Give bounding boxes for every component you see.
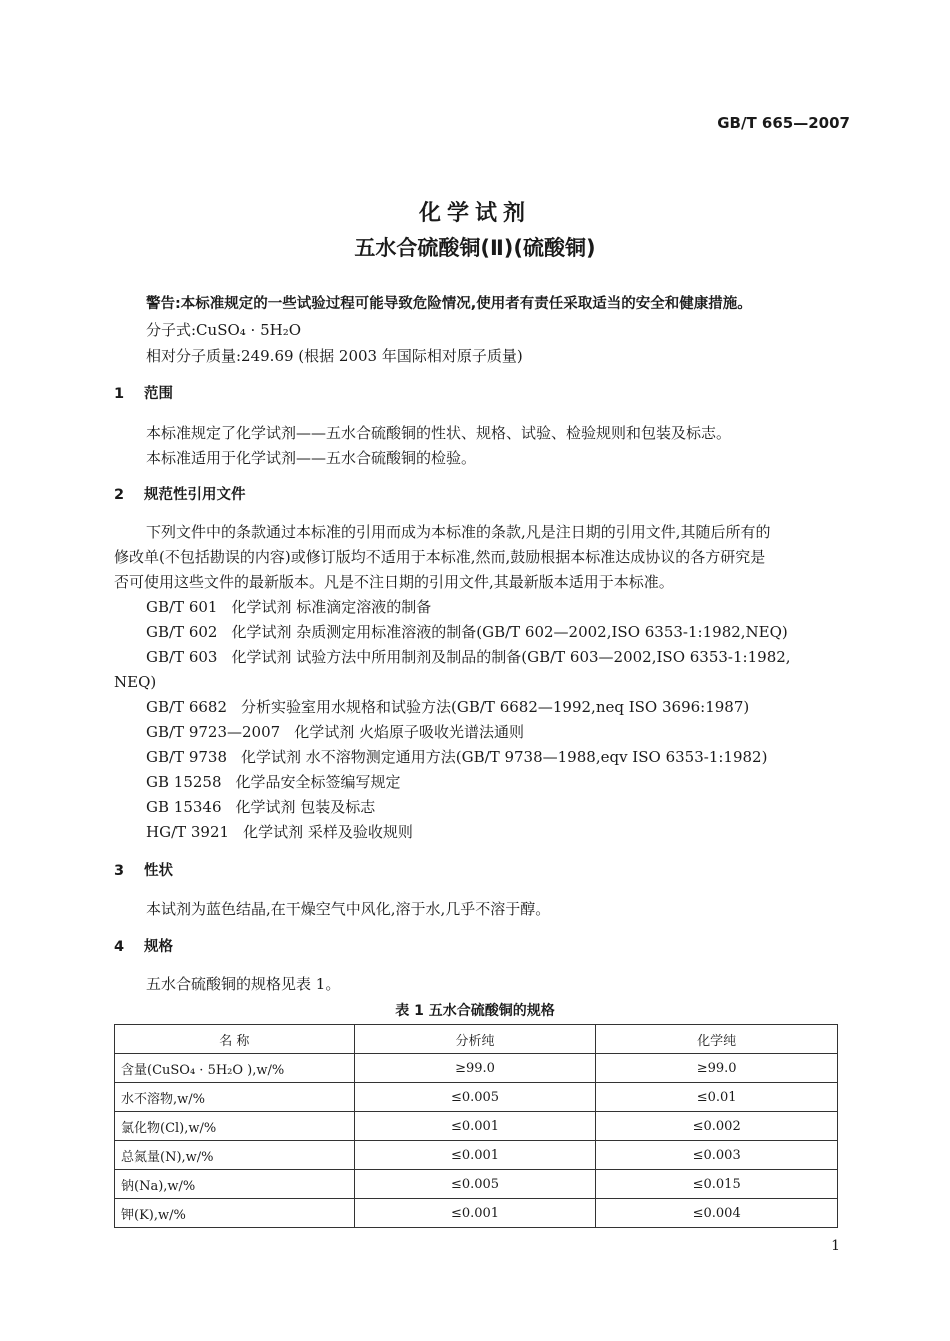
table-row [115, 1170, 838, 1199]
reference-item [146, 597, 431, 617]
reference-item [146, 747, 767, 767]
reference-code: GB 15346 [146, 798, 222, 816]
reference-code: GB/T 603 [146, 648, 218, 666]
cp-value: ≤0.002 [596, 1112, 838, 1141]
table-header-row [115, 1025, 838, 1054]
ar-value: ≥99.0 [354, 1054, 596, 1083]
paragraph: 本试剂为蓝色结晶,在干燥空气中风化,溶于水,几乎不溶于醇。 [146, 900, 551, 918]
item-name: 氯化物(Cl),w/% [115, 1112, 355, 1141]
table-row [115, 1141, 838, 1170]
reference-item [146, 647, 791, 667]
paragraph-line: 否可使用这些文件的最新版本。凡是不注日期的引用文件,其最新版本适用于本标准。 [114, 573, 674, 591]
reference-title: 化学试剂 火焰原子吸收光谱法通则 [294, 723, 524, 741]
table-row [115, 1083, 838, 1112]
section-heading-1 [114, 384, 173, 404]
section-title: 范围 [144, 386, 173, 402]
section-title: 规范性引用文件 [144, 487, 246, 503]
table-row [115, 1054, 838, 1083]
reference-title: 化学试剂 杂质测定用标准溶液的制备(GB/T 602—2002,ISO 6353-1:1982,NEQ) [231, 623, 788, 641]
reference-title: 化学试剂 水不溶物测定通用方法(GB/T 9738—1988,eqv ISO 6353-1:1982) [241, 748, 768, 766]
reference-title: 化学品安全标签编写规定 [235, 773, 401, 791]
table-caption: 表 1 五水合硫酸铜的规格 [395, 1003, 555, 1019]
section-number: 1 [114, 386, 125, 402]
reference-title: 化学试剂 标准滴定溶液的制备 [231, 598, 432, 616]
reference-item [146, 822, 413, 842]
reference-title: 化学试剂 采样及验收规则 [243, 823, 413, 841]
item-name: 总氮量(N),w/% [115, 1141, 355, 1170]
ar-value: ≤0.001 [354, 1141, 596, 1170]
header-name: 名 称 [115, 1025, 355, 1054]
reference-item [146, 797, 375, 817]
paragraph-line: 修改单(不包括勘误的内容)或修订版均不适用于本标准,然而,鼓励根据本标准达成协议的各方研究是 [114, 548, 766, 566]
warning-text: 警告:本标准规定的一些试验过程可能导致危险情况,使用者有责任采取适当的安全和健康措施。 [146, 296, 752, 312]
paragraph: 五水合硫酸铜的规格见表 1。 [146, 975, 341, 993]
standard-number: GB/T 665—2007 [717, 114, 850, 132]
reference-continuation: NEQ) [114, 673, 157, 691]
molar-mass: 相对分子质量:249.69 (根据 2003 年国际相对原子质量) [146, 347, 523, 365]
page-number: 1 [831, 1238, 840, 1254]
item-name: 钠(Na),w/% [115, 1170, 355, 1199]
section-heading-2 [114, 485, 246, 505]
paragraph: 本标准规定了化学试剂——五水合硫酸铜的性状、规格、试验、检验规则和包装及标志。 [146, 424, 732, 442]
paragraph: 本标准适用于化学试剂——五水合硫酸铜的检验。 [146, 449, 477, 467]
reference-code: GB/T 9738 [146, 748, 228, 766]
cp-value: ≤0.01 [596, 1083, 838, 1112]
section-number: 2 [114, 487, 125, 503]
paragraph-line: 下列文件中的条款通过本标准的引用而成为本标准的条款,凡是注日期的引用文件,其随后所有的 [146, 523, 771, 541]
item-name: 钾(K),w/% [115, 1199, 355, 1228]
section-number: 3 [114, 863, 125, 879]
section-number: 4 [114, 939, 125, 955]
ar-value: ≤0.005 [354, 1170, 596, 1199]
reference-item [146, 722, 524, 742]
reference-code: HG/T 3921 [146, 823, 230, 841]
item-name: 含量(CuSO₄ · 5H₂O ),w/% [115, 1054, 355, 1083]
reference-code: GB 15258 [146, 773, 222, 791]
reference-item [146, 697, 749, 717]
reference-item [146, 772, 401, 792]
header-analytical-reagent: 分析纯 [354, 1025, 596, 1054]
reference-code: GB/T 602 [146, 623, 218, 641]
ar-value: ≤0.001 [354, 1112, 596, 1141]
reference-item [146, 622, 788, 642]
header-chemically-pure: 化学纯 [596, 1025, 838, 1054]
section-heading-4 [114, 937, 173, 957]
section-title: 规格 [144, 939, 173, 955]
cp-value: ≤0.015 [596, 1170, 838, 1199]
specification-table [114, 1024, 838, 1228]
document-title-line1: 化学试剂 [418, 201, 531, 226]
reference-title: 分析实验室用水规格和试验方法(GB/T 6682—1992,neq ISO 3696:1987) [241, 698, 750, 716]
reference-code: GB/T 9723—2007 [146, 723, 281, 741]
ar-value: ≤0.005 [354, 1083, 596, 1112]
section-heading-3 [114, 861, 173, 881]
molecular-formula: 分子式:CuSO₄ · 5H₂O [146, 321, 302, 339]
cp-value: ≤0.003 [596, 1141, 838, 1170]
table-row [115, 1199, 838, 1228]
document-title-line2: 五水合硫酸铜(Ⅱ)(硫酸铜) [354, 236, 596, 260]
item-name: 水不溶物,w/% [115, 1083, 355, 1112]
ar-value: ≤0.001 [354, 1199, 596, 1228]
table-row [115, 1112, 838, 1141]
reference-code: GB/T 6682 [146, 698, 228, 716]
reference-title: 化学试剂 包装及标志 [235, 798, 376, 816]
section-title: 性状 [144, 863, 173, 879]
cp-value: ≥99.0 [596, 1054, 838, 1083]
cp-value: ≤0.004 [596, 1199, 838, 1228]
reference-title: 化学试剂 试验方法中所用制剂及制品的制备(GB/T 603—2002,ISO 6353-1:1982, [231, 648, 791, 666]
reference-code: GB/T 601 [146, 598, 218, 616]
